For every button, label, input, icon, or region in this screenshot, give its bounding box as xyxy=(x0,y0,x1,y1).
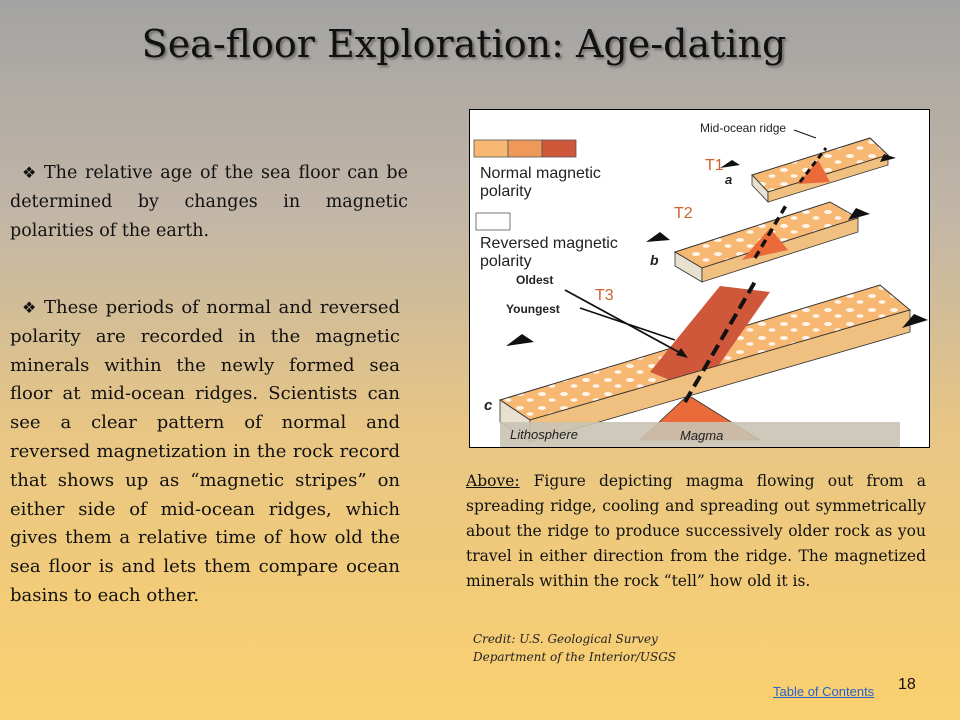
figure-caption xyxy=(466,469,926,594)
seafloor-diagram xyxy=(470,110,930,448)
legend-swatch-light xyxy=(474,140,508,157)
legend-swatch-mid xyxy=(508,140,542,157)
youngest-arrow xyxy=(580,308,675,340)
table-of-contents-link[interactable]: Table of Contents xyxy=(773,684,875,699)
panel-c-label: c xyxy=(484,397,493,414)
page-number: 18 xyxy=(898,676,916,693)
legend-swatch-reversed xyxy=(476,213,510,230)
reversed-polarity-label-1: Reversed magnetic xyxy=(480,235,618,252)
bullet-text-1: The relative age of the sea floor can be determined by changes in magnetic polarities of the earth. xyxy=(10,163,408,241)
oldest-label: Oldest xyxy=(516,273,554,287)
mid-ocean-ridge-label: Mid-ocean ridge xyxy=(700,121,787,135)
panel-a xyxy=(720,138,896,202)
figure-credit xyxy=(473,630,676,666)
panel-a-label: a xyxy=(725,172,733,187)
slide-title: Sea-floor Exploration: Age-dating xyxy=(141,22,787,66)
credit-line-1: Credit: U.S. Geological Survey xyxy=(473,632,658,646)
seafloor-spreading-figure xyxy=(469,109,930,448)
magma-label: Magma xyxy=(680,428,724,443)
t2-label: T2 xyxy=(674,205,693,222)
diamond-bullet-icon: ❖ xyxy=(22,163,37,182)
legend-swatch-dark xyxy=(542,140,576,157)
diamond-bullet-icon: ❖ xyxy=(22,298,37,317)
bullet-paragraph-1 xyxy=(10,158,408,246)
normal-polarity-label-2: polarity xyxy=(480,183,532,200)
panel-b-label: b xyxy=(650,252,659,268)
caption-lead: Above: xyxy=(466,472,520,490)
reversed-polarity-label-2: polarity xyxy=(480,253,532,270)
lithosphere-label: Lithosphere xyxy=(510,427,578,442)
bullet-paragraph-2 xyxy=(10,294,400,611)
bullet-text-2: These periods of normal and reversed polarity are recorded in the magnetic minerals within the newly formed sea floor at mid-ocean ridges. Scientists can see a clear pattern of normal and reversed magnetization in the rock record that shows up as “magnetic stripes” on either side of mid-ocean ridges, which gives them a relative time of how old the sea floor is and lets them compare ocean basins to each other. xyxy=(10,297,400,606)
t1-label: T1 xyxy=(705,157,724,174)
credit-line-2: Department of the Interior/USGS xyxy=(473,650,677,664)
caption-text: Figure depicting magma flowing out from a spreading ridge, cooling and spreading out symmetrically about the ridge to produce successively older rock as you travel in either direction from the ridge. The magnetized minerals within the rock “tell” how old it is. xyxy=(466,472,926,590)
youngest-label: Youngest xyxy=(506,302,560,316)
normal-polarity-label-1: Normal magnetic xyxy=(480,165,601,182)
t3-label: T3 xyxy=(595,287,614,304)
